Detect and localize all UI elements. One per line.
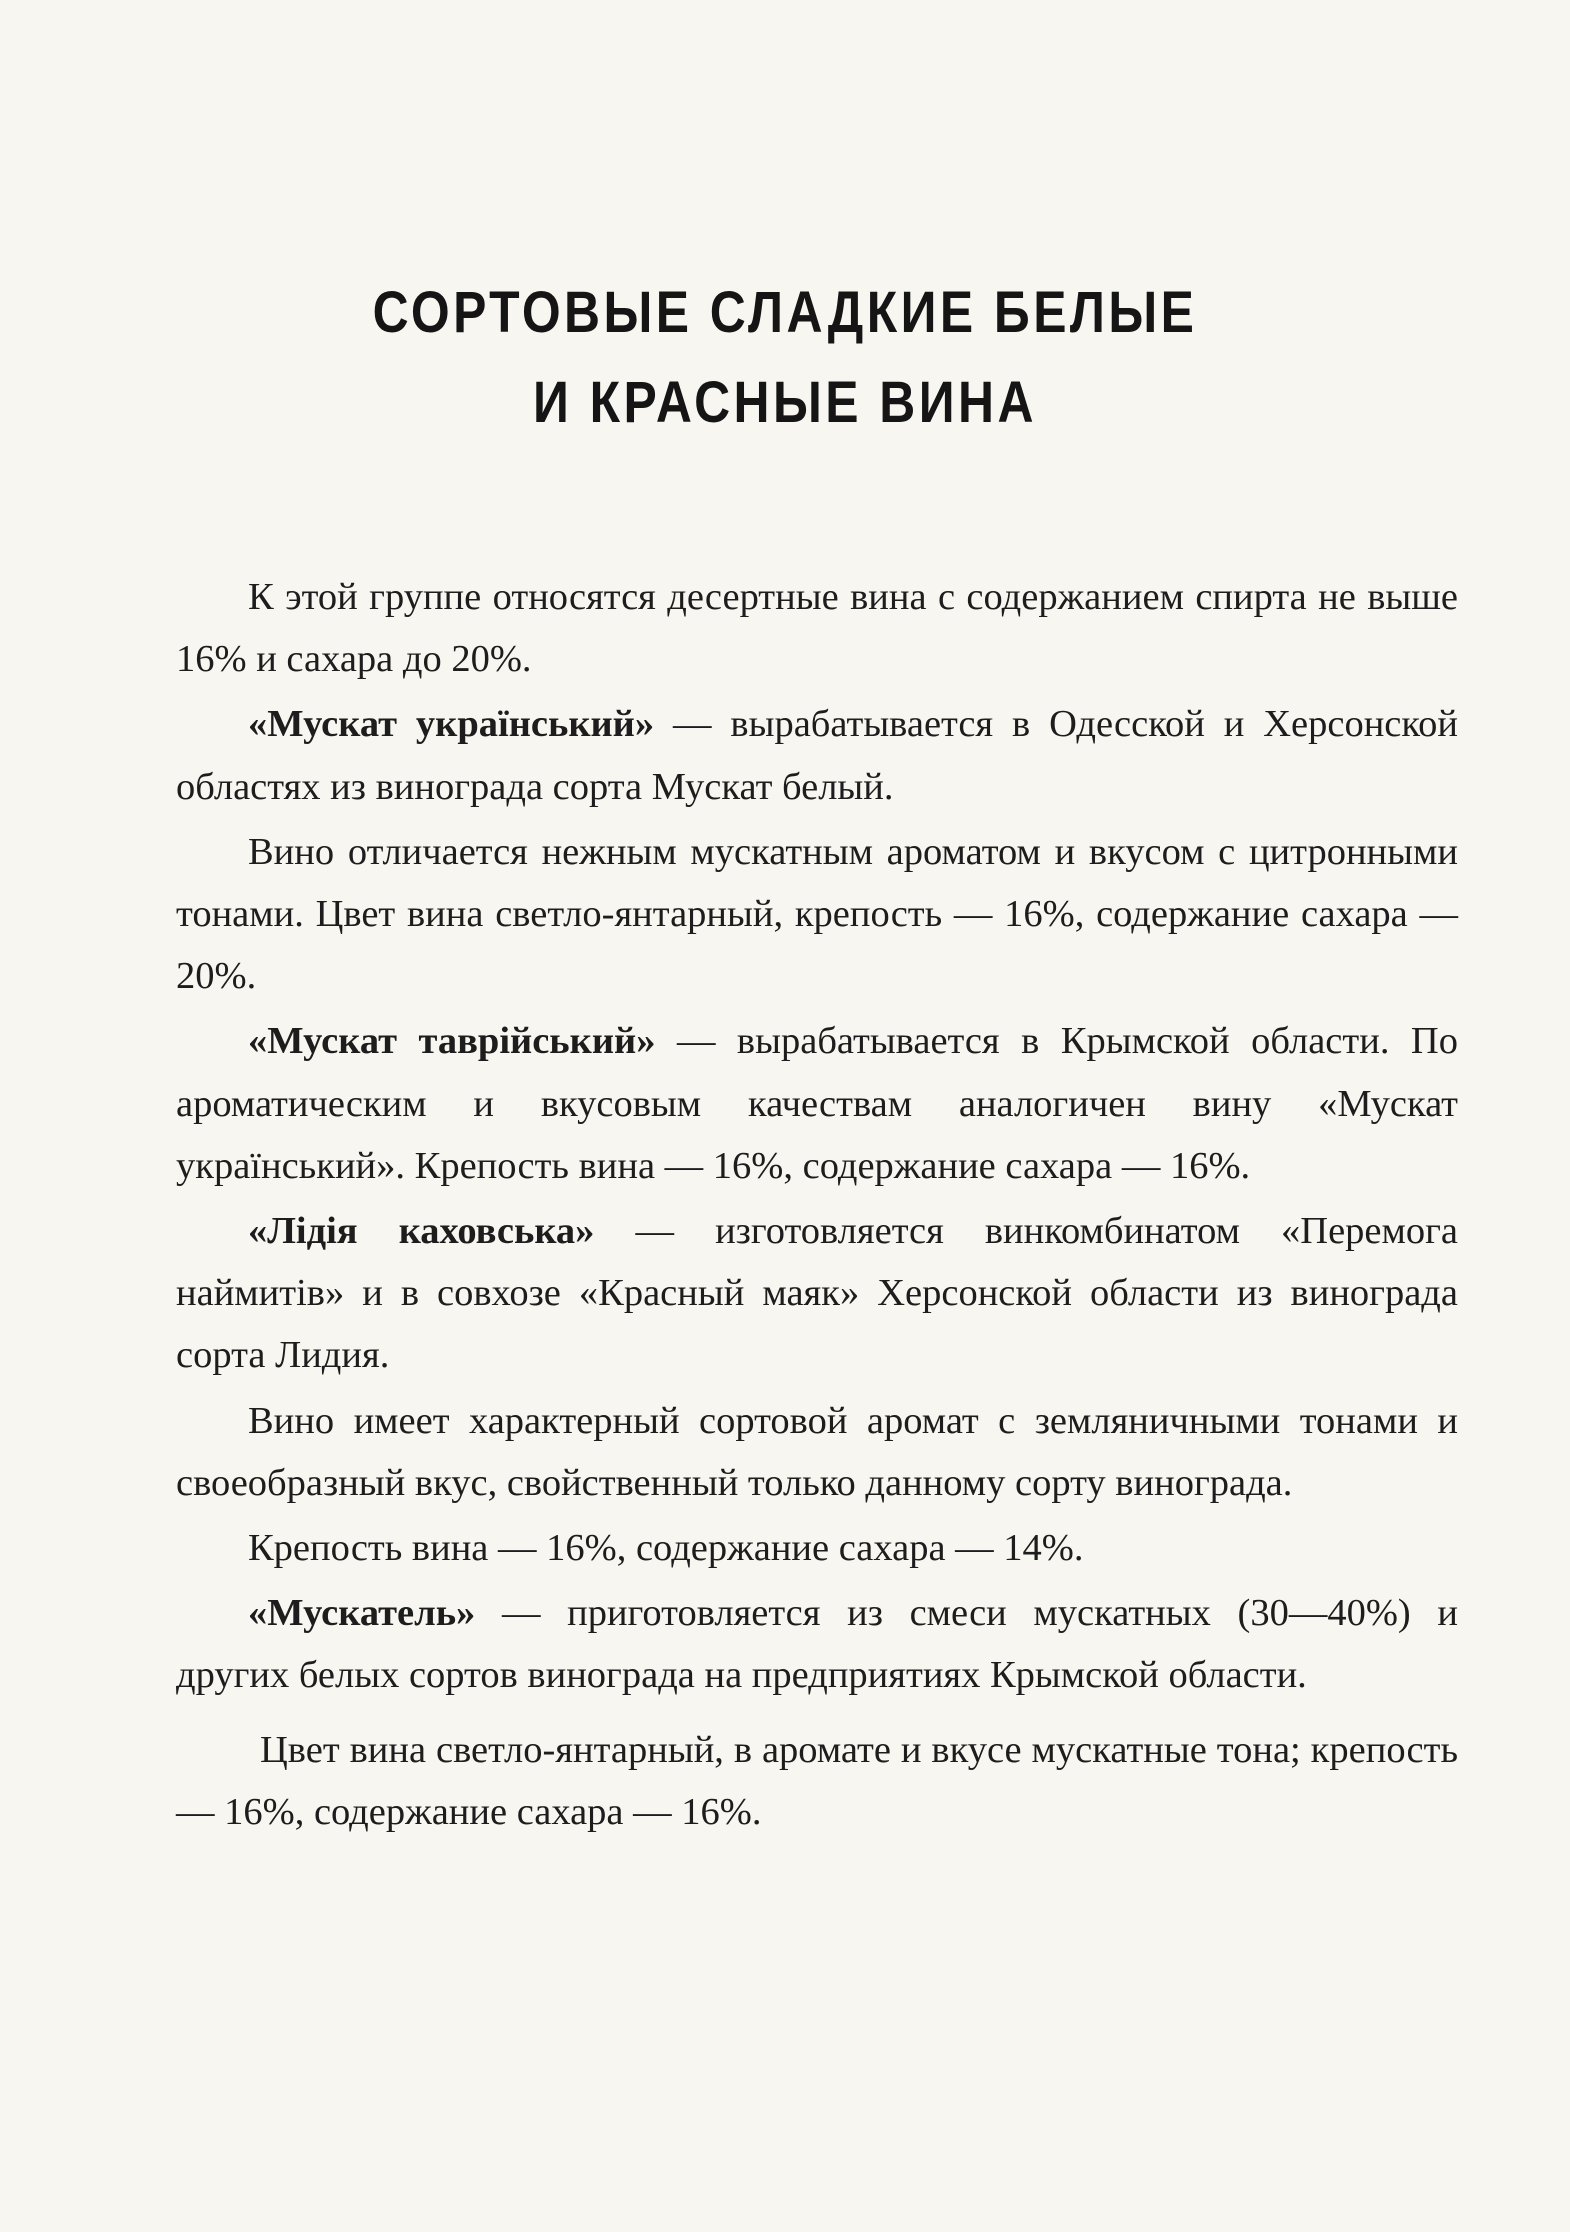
wine-name-muscatel: «Мускатель» bbox=[248, 1592, 476, 1635]
page-title bbox=[110, 268, 1460, 448]
lidia-strength: Крепость вина — 16%, содержание сахара — 14%. bbox=[248, 1527, 1084, 1570]
muscatel-description: Цвет вина светло-янтарный, в аромате и вкусе мускатные тона; крепость — 16%, содержание сахара — 16%. bbox=[176, 1728, 1458, 1833]
wine-name-lidia: «Лідія каховська» bbox=[248, 1210, 595, 1253]
wine-name-muscat-ukrainian: «Мускат український» bbox=[248, 703, 655, 746]
muscat-ukrainian-paragraph bbox=[176, 693, 1458, 817]
lidia-description: Вино имеет характерный сортовой аромат с земляничными тонами и своеобразный вкус, свойственный только данному сорту винограда. bbox=[176, 1399, 1458, 1504]
body-text bbox=[176, 566, 1458, 1843]
muscatel-paragraph bbox=[176, 1582, 1458, 1706]
muscat-tavria-paragraph bbox=[176, 1010, 1458, 1197]
muscatel-text: — приготовляется из смеси мускатных (30—40%) и других белых сортов винограда на предприятиях Крымской области. bbox=[176, 1592, 1458, 1697]
muscat-tavria-text: — вырабатывается в Крымской области. По ароматическим и вкусовым качествам аналогичен вину «Мускат український». Крепость вина — 16%, содержание сахара — 16%. bbox=[176, 1020, 1458, 1187]
title-line-1: СОРТОВЫЕ СЛАДКИЕ БЕЛЫЕ bbox=[372, 280, 1198, 345]
lidia-text: — изготовляется винкомбинатом «Перемога наймитів» и в совхозе «Красный маяк» Херсонской области из винограда сорта Лидия. bbox=[176, 1210, 1458, 1377]
lidia-paragraph bbox=[176, 1200, 1458, 1387]
title-line-2: И КРАСНЫЕ ВИНА bbox=[533, 370, 1037, 435]
muscat-ukrainian-description: Вино отличается нежным мускатным ароматом и вкусом с цитронными тонами. Цвет вина светло-янтарный, крепость — 16%, содержание сахара — 20%. bbox=[176, 830, 1458, 998]
wine-name-muscat-tavria: «Мускат таврійський» bbox=[248, 1020, 656, 1063]
muscat-ukrainian-text: — вырабатывается в Одесской и Херсонской областях из винограда сорта Мускат белый. bbox=[176, 703, 1458, 808]
intro-paragraph: К этой группе относятся десертные вина с содержанием спирта не выше 16% и сахара до 20%. bbox=[176, 576, 1458, 681]
